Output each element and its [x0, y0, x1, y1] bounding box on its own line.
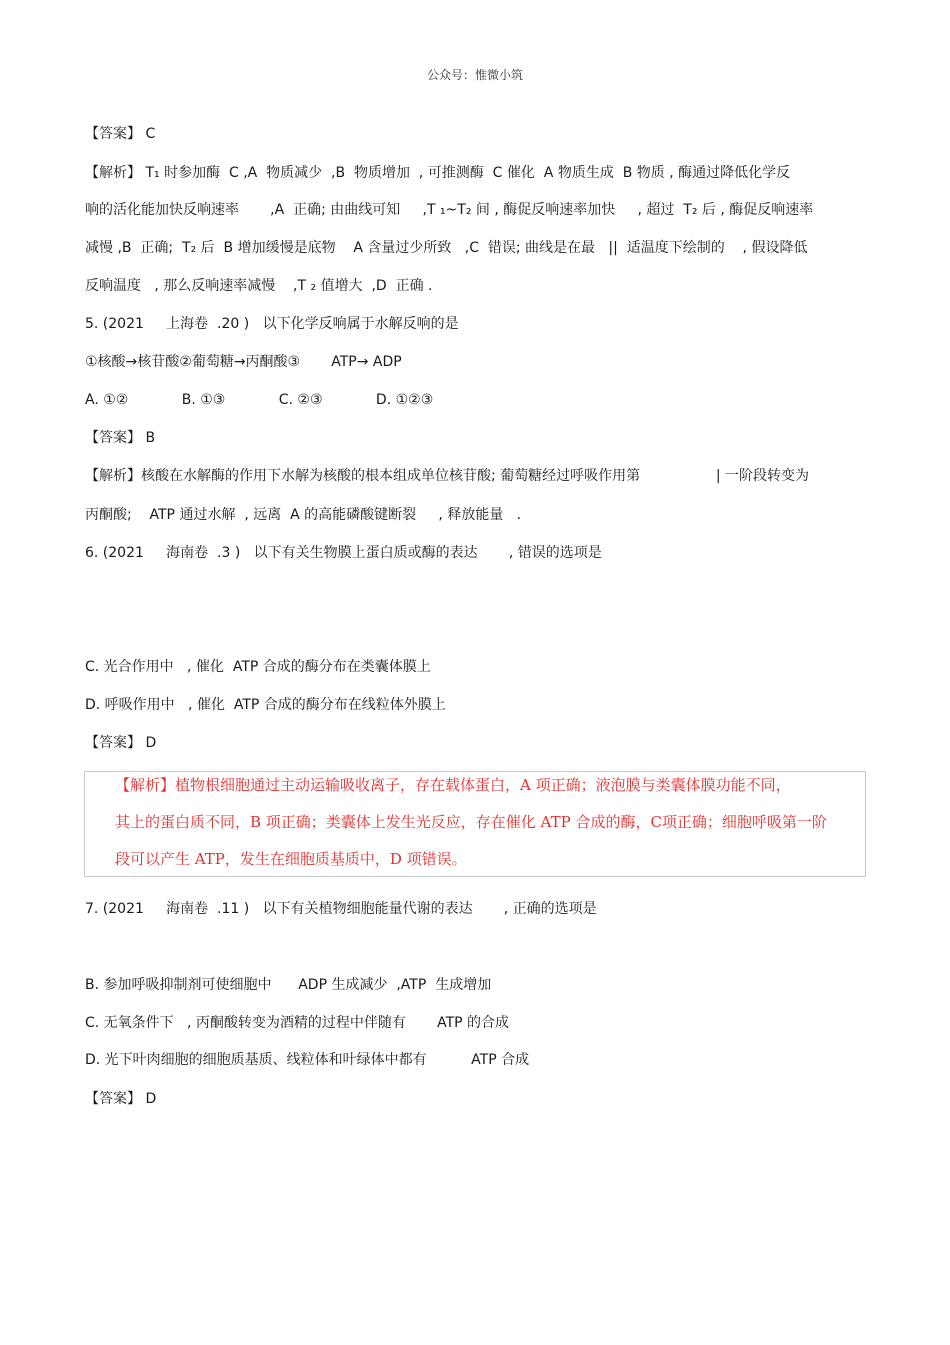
text-line: 响的活化能加快反响速率 ,A 正确; 由曲线可知 ,T ₁~T₂ 间 , 酶促反响速率加快 , 超过 T₂ 后 , 酶促反响速率 [85, 202, 814, 218]
analysis-image-box [84, 771, 866, 877]
text-line: 丙酮酸; ATP 通过水解 , 远离 A 的高能磷酸键断裂 , 释放能量 . [85, 507, 522, 523]
text-line: 【答案】 C [85, 126, 156, 142]
text-line: 【答案】 D [85, 735, 157, 751]
text-line: D. 光下叶肉细胞的细胞质基质、线粒体和叶绿体中都有 ATP 合成 [85, 1052, 530, 1068]
analysis-line: 段可以产生 ATP，发生在细胞质基质中，D 项错误。 [115, 850, 467, 868]
text-line: 7. (2021 海南卷 .11 ) 以下有关植物细胞能量代谢的表达 , 正确的选项是 [85, 901, 597, 917]
text-line: D. 呼吸作用中 , 催化 ATP 合成的酶分布在线粒体外膜上 [85, 697, 446, 713]
text-line: 6. (2021 海南卷 .3 ) 以下有关生物膜上蛋白质或酶的表达 , 错误的选项是 [85, 545, 602, 561]
text-line: 【解析】 T₁ 时参加酶 C ,A 物质减少 ,B 物质增加 , 可推测酶 C 催化 A 物质生成 B 物质 , 酶通过降低化学反 [85, 165, 791, 181]
analysis-line: 【解析】植物根细胞通过主动运输吸收离子，存在载体蛋白，A 项正确；液泡膜与类囊体膜功能不同， [115, 776, 791, 794]
text-line: A. ①② B. ①③ C. ②③ D. ①②③ [85, 392, 434, 408]
page-header: 公众号：惟微小筑 [426, 68, 523, 82]
text-line: 【解析】核酸在水解酶的作用下水解为核酸的根本组成单位核苷酸; 葡萄糖经过呼吸作用第 | 一阶段转变为 [85, 468, 809, 484]
analysis-line: 其上的蛋白质不同，B 项正确；类囊体上发生光反应，存在催化 ATP 合成的酶，C项正确；细胞呼吸第一阶 [115, 813, 827, 831]
text-line: 【答案】 D [85, 1091, 157, 1107]
text-line: 5. (2021 上海卷 .20 ) 以下化学反响属于水解反响的是 [85, 316, 459, 332]
text-line: B. 参加呼吸抑制剂可使细胞中 ADP 生成减少 ,ATP 生成增加 [85, 977, 492, 993]
text-line: C. 无氧条件下 , 丙酮酸转变为酒精的过程中伴随有 ATP 的合成 [85, 1015, 510, 1031]
text-line: C. 光合作用中 , 催化 ATP 合成的酶分布在类囊体膜上 [85, 659, 431, 675]
text-line: 【答案】 B [85, 430, 156, 446]
text-line: ①核酸→核苷酸②葡萄糖→丙酮酸③ ATP→ ADP [85, 354, 402, 370]
text-line: 反响温度 , 那么反响速率减慢 ,T ₂ 值增大 ,D 正确 . [85, 278, 433, 294]
text-line: 减慢 ,B 正确; T₂ 后 B 增加缓慢是底物 A 含量过少所致 ,C 错误; 曲线是在最 || 适温度下绘制的 , 假设降低 [85, 240, 808, 256]
